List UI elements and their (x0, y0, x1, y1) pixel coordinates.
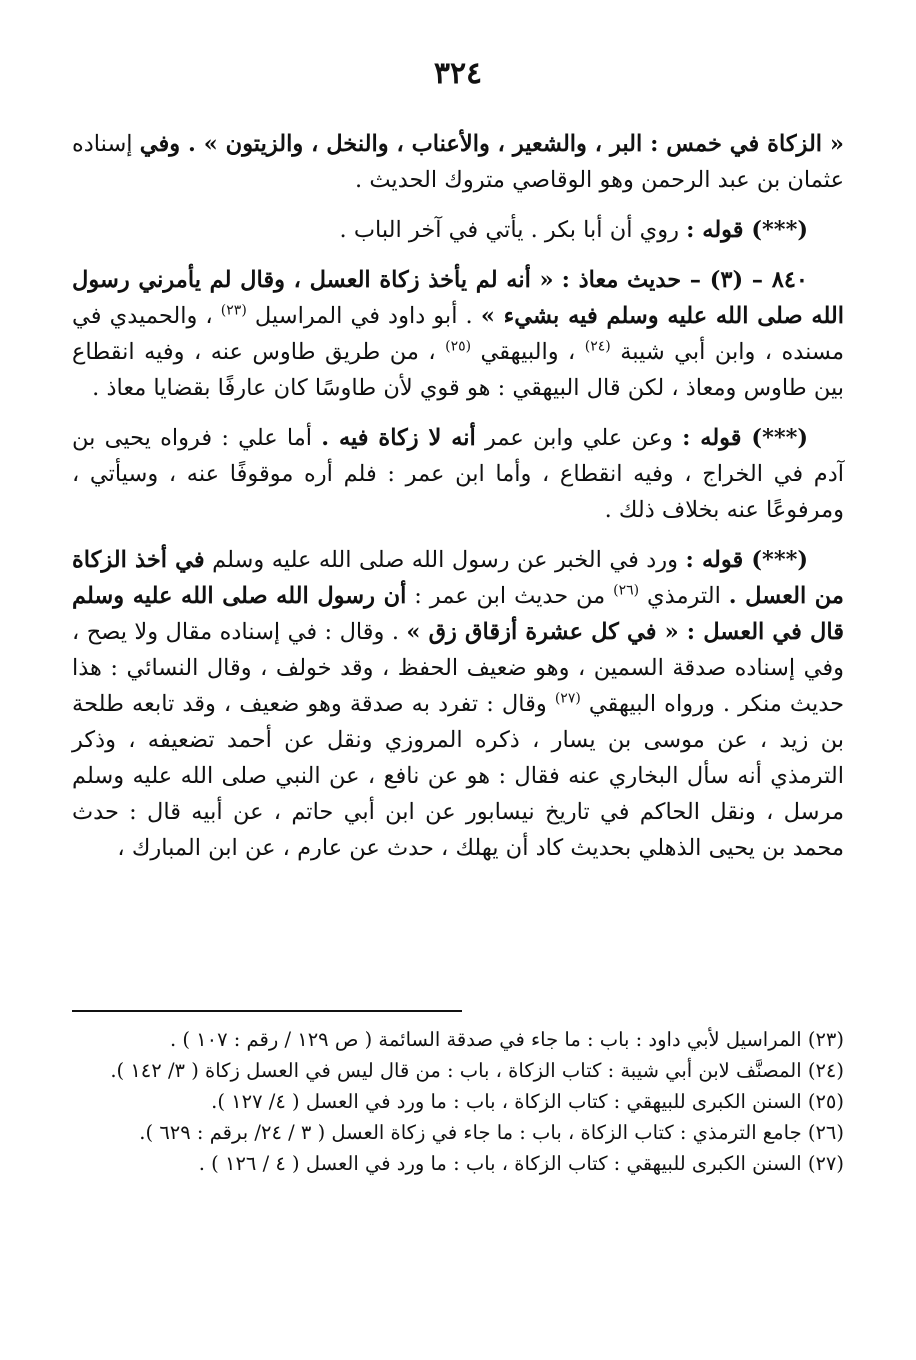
footnotes (72, 1024, 844, 1179)
footnote-25: (٢٥) السنن الكبرى للبيهقي : كتاب الزكاة ، باب : ما ورد في العسل ( ٤/ ١٢٧ ). (211, 1090, 844, 1113)
paragraph-text: الترمذي (647, 583, 721, 609)
page-number: ٣٢٤ (433, 56, 483, 91)
paragraph-text: . وقال : في إسناده مقال ولا يصح ، وفي إسناده صدقة السمين ، وهو ضعيف الحفظ ، وقد خولف ، وقال النسائي : هذا حديث منكر . ورواه البيهقي (72, 619, 844, 717)
paragraph-text: ، من طريق طاوس عنه ، وفيه انقطاع بين طاوس ومعاذ ، لكن قال البيهقي : هو قوي لأن طاوسًا كان عارفًا بقضايا معاذ . (72, 339, 844, 401)
footnote-ref[interactable]: (٢٧) (554, 690, 581, 707)
hadith-quote: أن رسول الله صلى الله عليه وسلم قال في العسل : « في كل عشرة أزقاق زق » (72, 583, 844, 645)
qawluhu-lead: (***) قوله : (682, 425, 809, 451)
footnote-23: (٢٣) المراسيل لأبي داود : باب : ما جاء في صدقة السائمة ( ص ١٢٩ / رقم : ١٠٧ ) . (169, 1028, 844, 1051)
qawluhu-lead: (***) قوله : (686, 217, 808, 243)
paragraph-text: . أبو داود في المراسيل (254, 303, 473, 329)
paragraph-zakat-five (72, 126, 844, 198)
paragraph-text: ، والبيهقي (480, 339, 576, 365)
footnote-24: (٢٤) المصنَّف لابن أبي شيبة : كتاب الزكاة ، باب : من قال ليس في العسل زكاة ( ٣/ ١٤٢ ). (110, 1059, 844, 1082)
footnote-ref[interactable]: (٢٣) (220, 302, 247, 319)
footnote-ref[interactable]: (٢٥) (445, 338, 472, 355)
main-text (72, 126, 844, 880)
footnote-divider (72, 1010, 462, 1012)
footnote-27: (٢٧) السنن الكبرى للبيهقي : كتاب الزكاة ، باب : ما ورد في العسل ( ٤ / ١٢٦ ) . (198, 1152, 844, 1175)
footnote-ref[interactable]: (٢٤) (584, 338, 611, 355)
paragraph-honey-zakat (72, 542, 844, 866)
paragraph-ali-ibn-umar (72, 420, 844, 528)
footnote-26: (٢٦) جامع الترمذي : كتاب الزكاة ، باب : ما جاء في زكاة العسل ( ٣ / ٢٤/ برقم : ٦٢٩ ). (139, 1121, 844, 1144)
document-page (72, 0, 844, 1360)
footnote-ref[interactable]: (٢٦) (613, 582, 640, 599)
paragraph-text: وقال : تفرد به صدقة وهو ضعيف ، وقد تابعه طلحة بن زيد ، عن موسى بن يسار ، ذكره المروزي ونقل عن أحمد تضعيفه ، وذكر الترمذي أنه سأل البخاري عنه فقال : هو عن نافع ، عن النبي صلى الله عليه وسلم مرسل ، ونقل الحاكم في تاريخ نيسابور عن ابن أبي حاتم ، عن أبيه قال : حدث محمد بن يحيى الذهلي بحديث كاد أن يهلك ، حدث عن عارم ، عن ابن المبارك ، (72, 691, 844, 861)
paragraph-text: من حديث ابن عمر : (414, 583, 606, 609)
bold-phrase: أنه لا زكاة فيه . (321, 425, 476, 451)
paragraph-text: ورد في الخبر عن رسول الله صلى الله عليه وسلم (212, 547, 679, 573)
paragraph-text: وعن علي وابن عمر (484, 425, 673, 451)
paragraph-text: أما علي : فرواه يحيى بن آدم في الخراج ، وفيه انقطاع ، وأما ابن عمر : فلم أره موقوفًا عنه ، وسيأتي ، ومرفوعًا عنه بخلاف ذلك . (72, 425, 844, 523)
paragraph-text: روي أن أبا بكر . يأتي في آخر الباب . (339, 217, 679, 243)
bold-phrase: في أخذ الزكاة من العسل . (72, 547, 844, 609)
hadith-quote: « الزكاة في خمس : البر ، والشعير ، والأعناب ، والنخل ، والزيتون » . وفي (139, 131, 844, 157)
qawluhu-lead: (***) قوله : (685, 547, 808, 573)
paragraph-hadith-840 (72, 262, 844, 406)
hadith-number: ٨٤٠ – (٣) – حديث معاذ : (561, 267, 809, 293)
paragraph-abu-bakr (72, 212, 844, 248)
paragraph-text: إسناده عثمان بن عبد الرحمن وهو الوقاصي متروك الحديث . (72, 131, 844, 193)
paragraph-text: ، والحميدي في مسنده ، وابن أبي شيبة (72, 303, 845, 365)
hadith-quote: « أنه لم يأخذ زكاة العسل ، وقال لم يأمرني رسول الله صلى الله عليه وسلم فيه بشيء » (72, 267, 845, 329)
